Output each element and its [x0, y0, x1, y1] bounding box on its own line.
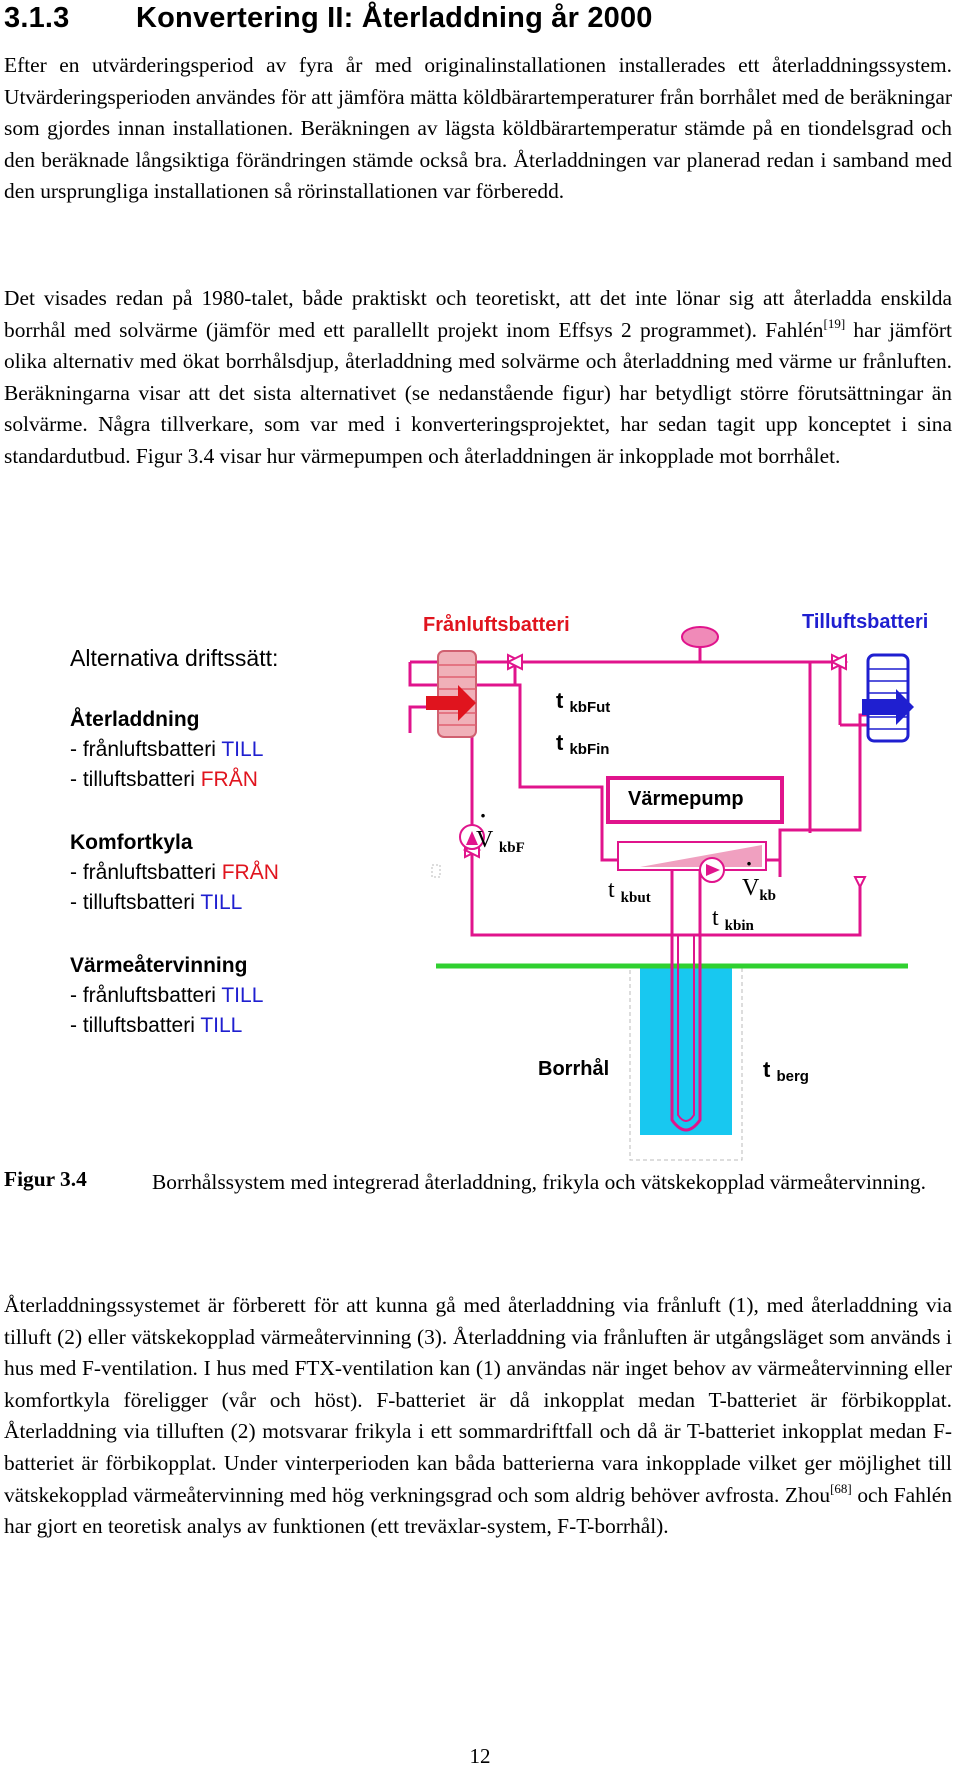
- label-t-kbFut: t $_{kbFut}$: [556, 688, 611, 716]
- mode-name: Komfortkyla: [70, 831, 193, 854]
- mode-comfort-cooling: [70, 828, 279, 918]
- supply-coil-label: Tilluftsbatteri: [802, 611, 929, 633]
- figure-caption-text: Borrhålssystem med integrerad återladdning, frikyla och vätskekopplad värmeåtervinning.: [152, 1170, 926, 1194]
- reference-19: [19]: [823, 315, 846, 331]
- mode-line1-label: - frånluftsbatteri: [70, 984, 222, 1007]
- mode-line1-state: FRÅN: [221, 861, 279, 884]
- mode-recharge: [70, 705, 263, 795]
- mode-line1-label: - frånluftsbatteri: [70, 738, 222, 761]
- paragraph-recharge-background: [4, 283, 952, 473]
- page-number: 12: [469, 1744, 491, 1768]
- mode-line1-label: - frånluftsbatteri: [70, 861, 222, 884]
- paragraph-recharge-modes: [4, 1290, 952, 1543]
- figure-caption-label: Figur 3.4: [4, 1167, 87, 1191]
- exhaust-coil: [438, 651, 476, 737]
- label-V-kbF: ˙ V $_{kbF}$: [476, 827, 525, 857]
- drain-left: [432, 865, 440, 877]
- label-t-berg: t $_{berg}$: [763, 1057, 809, 1085]
- mode-line1-state: TILL: [221, 984, 264, 1007]
- mode-line2-label: - tilluftsbatteri: [70, 1014, 201, 1037]
- label-t-kbut: t $_{kbut}$: [608, 877, 651, 906]
- section-heading: [4, 2, 653, 35]
- exhaust-coil-label: Frånluftsbatteri: [423, 614, 570, 636]
- paragraph3-part1: Återladdningssystemet är förberett för att kunna gå med återladdning via frånluft (1), med återladdning via tilluft (2) eller vätskekopplad värmeåtervinning (3). Återladdning via frånluften är utgångsläget som används i hus med F-ventilation. I hus med FTX-ventilation kan (1) användas när inget behov av värmeåtervinning eller komfortkyla föreligger (vår och höst). F-batteriet är då inkopplat medan T-batteriet är förbikopplat. Återladdning via tilluften (2) motsvarar frikyla i ett sommardriftfall och då är T-batteriet inkopplat medan F-batteriet är förbikopplat. Under vinterperioden kan båda batterierna vara inkopplade vilket ger möjlighet till vätskekopplad värmeåtervinning med hög verkningsgrad och som aldrig behöver avfrosta. Zhou: [4, 1293, 952, 1507]
- legend-title: Alternativa driftssätt:: [70, 645, 279, 671]
- section-title: Konvertering II: Återladdning år 2000: [136, 2, 653, 34]
- borehole-fluid: [640, 968, 732, 1135]
- section-number: 3.1.3: [4, 2, 70, 34]
- mode-name: Värmeåtervinning: [70, 954, 248, 977]
- label-t-kbFin: t $_{kbFin}$: [556, 730, 610, 758]
- label-V-kb: ˙ $V_{kb}$: [742, 875, 776, 905]
- mode-line2-label: - tilluftsbatteri: [70, 768, 201, 791]
- strainer-right: [855, 877, 865, 887]
- expansion-vessel: [682, 627, 718, 647]
- heat-pump-label: Värmepump: [628, 788, 744, 810]
- paragraph3-part2: och Fahlén har gjort en teoretisk analys av funktionen (ett treväxlar-system, F-T-borrhål).: [4, 1482, 952, 1539]
- paragraph2-part2: har jämfört olika alternativ med ökat borrhålsdjup, återladdning med solvärme och återladdning med värme ur frånluften. Beräkningarna visar att det sista alternativet (se nedanstående figur) har betydligt större förutsättningar än solvärme. Några tillverkare, som var med i konverteringsprojektet, har sedan tagit upp konceptet i sina standardutbud. Figur 3.4 visar hur värmepumpen och återladdningen är inkopplade mot borrhålet.: [4, 317, 952, 468]
- paragraph-intro: Efter en utvärderingsperiod av fyra år med originalinstallationen installerades ett återladdningssystem. Utvärderingsperioden användes för att jämföra mätta köldbärartemperaturer från borrhålet med de beräkningar som gjordes innan installationen. Beräkningen av lägsta köldbärartemperatur stämde på en tiondelsgrad och den beräknade långsiktiga förändringen stämde också bra. Återladdningen var planerad redan i samband med den ursprungliga installationen så rörinstallationen var förberedd.: [4, 53, 952, 204]
- mode-line2-state: FRÅN: [200, 768, 258, 791]
- mode-line1-state: TILL: [221, 738, 264, 761]
- reference-68: [68]: [830, 1480, 852, 1496]
- mode-line2-label: - tilluftsbatteri: [70, 891, 201, 914]
- mode-line2-state: TILL: [200, 891, 243, 914]
- borehole-label: Borrhål: [538, 1058, 610, 1080]
- mode-name: Återladdning: [70, 708, 200, 731]
- figure-borehole-system: [0, 611, 960, 1175]
- paragraph2-part1: Det visades redan på 1980-talet, både praktiskt och teoretiskt, att det inte lönar sig att återladda enskilda borrhål med solvärme (jämför med ett parallellt projekt inom Effsys 2 programmet). Fahlén: [4, 286, 952, 342]
- label-t-kbin: t $_{kbin}$: [712, 905, 754, 934]
- mode-heat-recovery: [70, 951, 263, 1041]
- mode-line2-state: TILL: [200, 1014, 243, 1037]
